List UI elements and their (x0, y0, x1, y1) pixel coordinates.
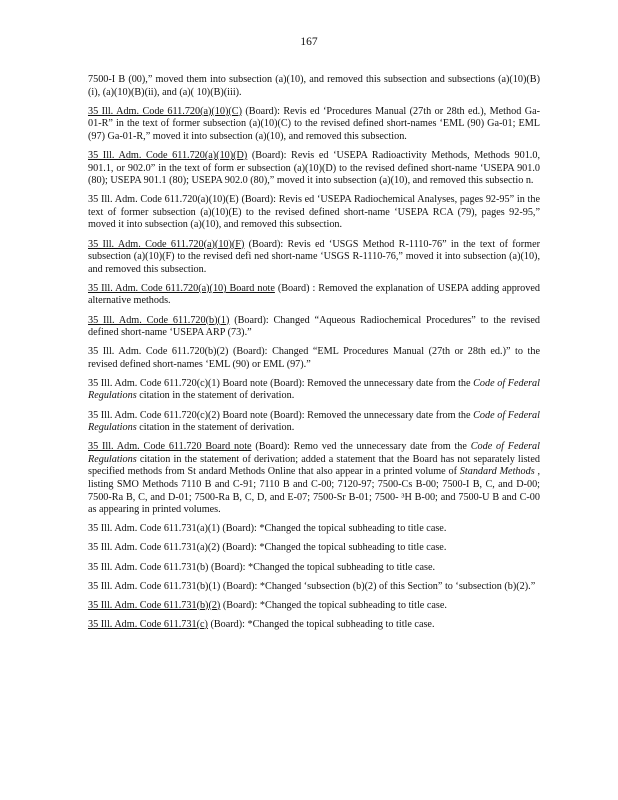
entry-text: (Board): Changed “EML Procedures Manual (27th or 28th ed.)” to the revised defined short-names ‘EML (90) or EML (97).” (88, 346, 540, 370)
citation: 35 Ill. Adm. Code 611.720(a)(10)(E) (88, 194, 239, 206)
entry-text: (Board): *Changed the topical subheading to title case. (220, 599, 447, 611)
citation: 35 Ill. Adm. Code 611.731(b)(2) (88, 599, 221, 611)
citation: 35 Ill. Adm. Code 611.720(b)(1) (88, 314, 230, 326)
entry-text: (Board): *Changed the topical subheading to title case. (219, 523, 447, 535)
entry-text: (Board): Changed “Aqueous Radiochemical Procedures” to the revised defined short-name ‘USEPA ARP (73).” (88, 314, 541, 339)
citation: 35 Ill. Adm. Code 611.731(b)(1) (88, 580, 221, 592)
citation: 35 Ill. Adm. Code 611.720(a)(10)(C) (88, 105, 242, 117)
entry-text: (Board): Revis ed ‘Procedures Manual (27th or 28th ed.), Method Ga-01-R” in the text of former subsection (a)(10)(C) to the revised defined short-names ‘EML (90) Ga-01; EML (97) Ga-01-R,” moved it into subsection (a)(10), and removed this subsection. (88, 105, 540, 142)
amendment-entry (88, 283, 540, 308)
entry-text: Board note (Board): Removed the unnecessary date from the (219, 409, 474, 421)
italic-reference: Code of Federal Regulations (88, 441, 540, 465)
amendment-entry (88, 523, 540, 536)
citation: 35 Ill. Adm. Code 611.720(a)(10)(F) (88, 238, 245, 250)
entry-list (0, 106, 618, 632)
citation: 35 Ill. Adm. Code 611.731(a)(2) (88, 542, 220, 554)
amendment-entry (88, 542, 540, 555)
entry-text: (Board): *Changed the topical subheading to title case. (207, 618, 435, 630)
amendment-entry (88, 581, 540, 594)
italic-reference: Code of Federal Regulations (88, 409, 540, 434)
entry-text: (Board): Revis ed ‘USEPA Radioactivity Methods, Methods 901.0, 901.1, or 902.0” in the text of form er subsection (a)(10)(D) to the revised defined short-name ‘USEPA 901.0 (80); USEPA 901.1 (80); USEPA 902.0 (80),” moved it into subsection (a)(10), and removed this subsectio n. (88, 149, 540, 187)
page-number: 167 (300, 36, 318, 48)
amendment-entry (88, 600, 540, 613)
amendment-entry (88, 346, 540, 371)
amendment-entry (88, 315, 540, 340)
amendment-entry (88, 619, 540, 632)
document-body (0, 74, 618, 638)
citation: 35 Ill. Adm. Code 611.720(c)(1) (88, 377, 220, 389)
citation: 35 Ill. Adm. Code 611.720(c)(2) (88, 409, 220, 421)
citation: 35 Ill. Adm. Code 611.731(a)(1) (88, 523, 220, 535)
entry-text: (Board): *Changed ‘subsection (b)(2) of this Section” to ‘subsection (b)(2).” (220, 580, 536, 592)
entry-text: (Board): *Changed the topical subheading to title case. (208, 561, 436, 573)
entry-text: (Board) : Removed the explanation of USEPA adding approved alternative methods. (88, 282, 540, 307)
italic-reference: Standard Methods (459, 466, 535, 478)
entry-text: , listing SMO Methods 7110 B and C-91; 7110 B and C-00; 7120-97; 7500-Cs B-00; 7500-I B, C, and D-00; 7500-Ra B, C, and D-01; 7500-Ra B, C, D, and E-07; 7500-Sr B-01; 7500- ³H B-00; and 7500-U B and C-00 as appearing in printed volumes. (88, 466, 540, 516)
italic-reference: Code of Federal Regulations (88, 377, 540, 402)
citation: 35 Ill. Adm. Code 611.731(b) (88, 561, 209, 573)
citation: 35 Ill. Adm. Code 611.720 Board note (88, 441, 252, 453)
entry-text: citation in the statement of derivation. (136, 422, 295, 434)
entry-text: citation in the statement of derivation. (136, 390, 295, 402)
entry-text: (Board): Revis ed ‘USGS Method R-1110-76” in the text of former subsection (a)(10)(F) to the revised defi ned short-name ‘USGS R-1110-76,” moved it into subsection (a)(10), and removed this subsection. (88, 238, 540, 275)
amendment-entry (88, 194, 540, 232)
amendment-entry (88, 441, 540, 517)
entry-text: citation in the statement of derivation; added a statement that the Board has not separately listed specified methods from St andard Methods Online that also appear in a printed volume of (88, 453, 540, 478)
amendment-entry (88, 562, 540, 575)
amendment-entry (88, 378, 540, 403)
entry-text: (Board): Revis ed ‘USEPA Radiochemical Analyses, pages 92-95” in the text of former subsection (a)(10)(E) to the revised defined short-name ‘USEPA RCA (79), pages 92-95,” moved it into subsection (a)(10), and removed this subsection. (88, 194, 540, 231)
amendment-entry (88, 410, 540, 435)
entry-text: (Board): *Changed the topical subheading to title case. (219, 542, 447, 554)
citation: 35 Ill. Adm. Code 611.720(a)(10)(D) (88, 149, 248, 161)
amendment-entry (88, 150, 540, 188)
amendment-entry (88, 239, 540, 277)
continuation-paragraph: 7500-I B (00),” moved them into subsection (a)(10), and removed this subsection and subsections (a)(10)(B)(i), (a)(10)(B)(ii), and (a)( 10)(B)(iii). (88, 74, 540, 98)
citation: 35 Ill. Adm. Code 611.720(a)(10) Board note (88, 282, 275, 294)
entry-text: (Board): Remo ved the unnecessary date from the (251, 441, 471, 453)
entry-text: Board note (Board): Removed the unnecessary date from the (219, 377, 474, 389)
citation: 35 Ill. Adm. Code 611.731(c) (88, 618, 208, 630)
amendment-entry (88, 106, 540, 144)
citation: 35 Ill. Adm. Code 611.720(b)(2) (88, 346, 229, 358)
